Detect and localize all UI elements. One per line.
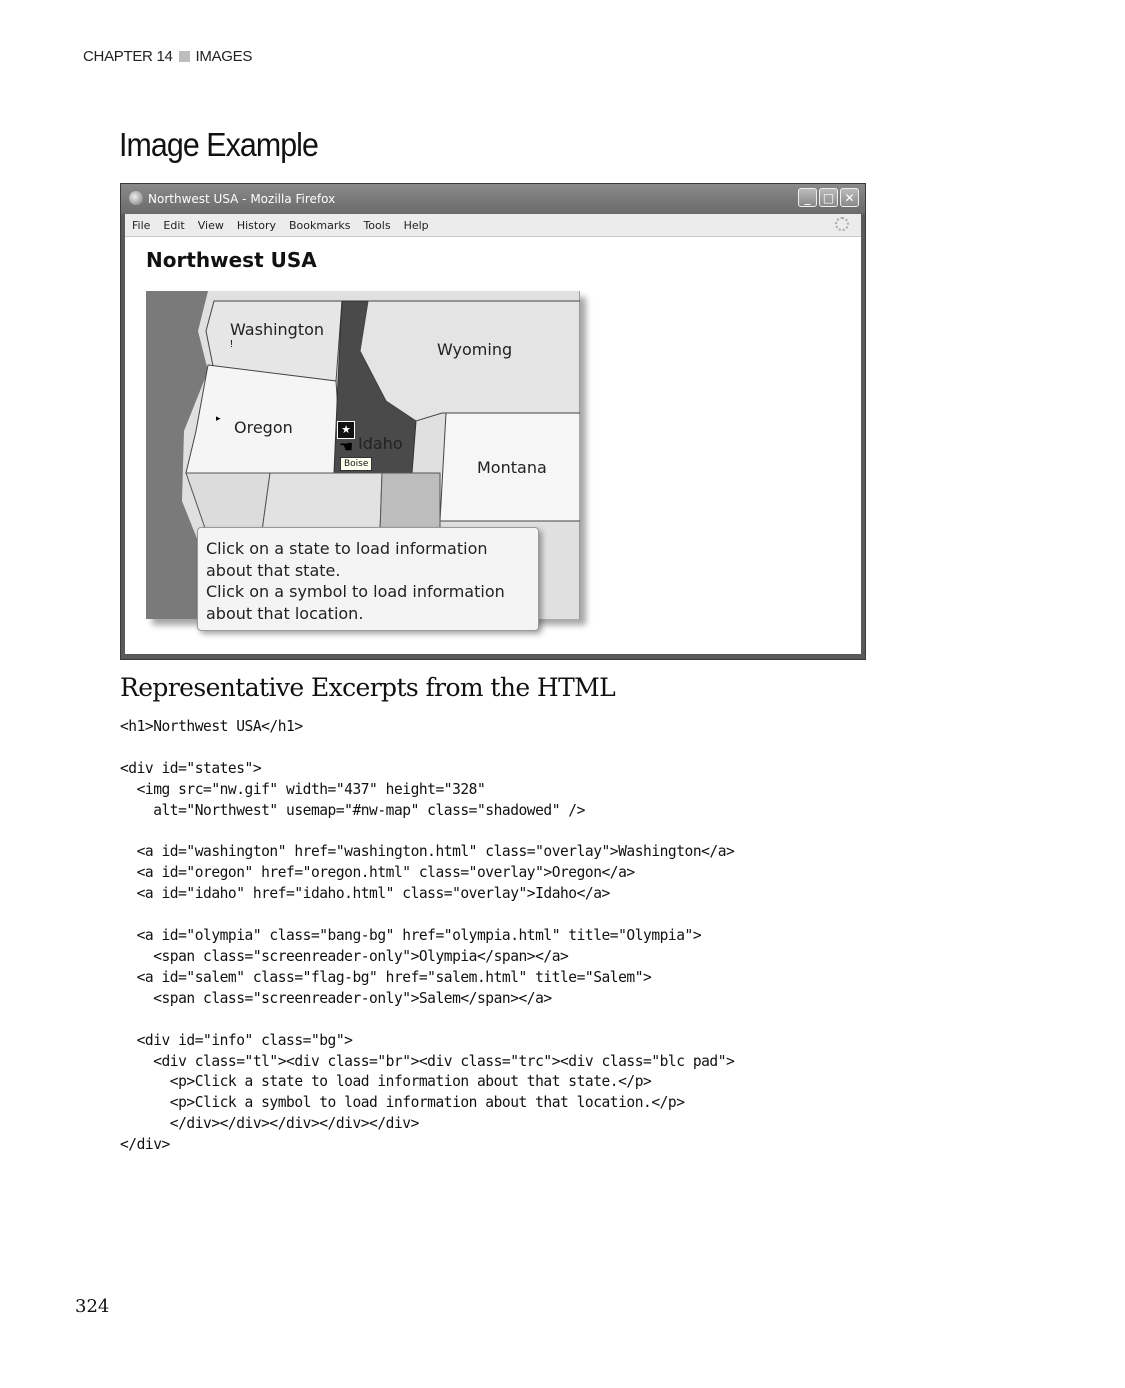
- bang-marker-icon[interactable]: !: [230, 339, 233, 350]
- firefox-icon: [129, 191, 143, 205]
- menu-history[interactable]: History: [236, 218, 276, 232]
- browser-viewport: [125, 237, 861, 654]
- menu-file[interactable]: File: [132, 218, 151, 232]
- tooltip: Boise: [340, 457, 372, 471]
- maximize-icon[interactable]: □: [819, 188, 838, 207]
- excerpts-heading: Representative Excerpts from the HTML: [120, 673, 616, 702]
- menu-edit[interactable]: Edit: [163, 218, 185, 232]
- minimize-icon[interactable]: _: [798, 188, 817, 207]
- window-titlebar: [121, 184, 865, 214]
- menu-bookmarks[interactable]: Bookmarks: [288, 218, 351, 232]
- code-listing: <h1>Northwest USA</h1> <div id="states"> <img src="nw.gif" width="437" height="328" alt="Northwest" usemap="#nw-map" class="shadowed" /> <a id="washington" href="washington.html" class="overlay">Washington</a> <a id="oregon" href="oregon.html" class="overlay">Oregon</a> <a id="idaho" href="idaho.html" class="overlay">Idaho</a> <a id="olympia" class="bang-bg" href="olympia.html" title="Olympia"> <span class="screenreader-only">Olympia</span></a> <a id="salem" class="flag-bg" href="salem.html" title="Salem"> <span class="screenreader-only">Salem</span></a> <div id="info" class="bg"> <div class="tl"><div class="br"><div class="trc"><div class="blc pad"> <p>Click a state to load information about that state.</p> <p>Click a symbol to load information about that location.</p> </div></div></div></div></div> </div>: [120, 717, 735, 1154]
- hand-cursor-icon: ☚: [339, 439, 354, 456]
- info-box: [197, 527, 539, 631]
- section-label: IMAGES: [195, 48, 253, 65]
- map-label-washington: Washington: [230, 320, 325, 339]
- square-icon: [179, 51, 190, 62]
- menu-view[interactable]: View: [197, 218, 224, 232]
- window-title: Northwest USA - Mozilla Firefox: [148, 192, 336, 206]
- menu-bar: [125, 214, 861, 237]
- map-label-wyoming: Wyoming: [437, 340, 513, 359]
- map-label-montana: Montana: [477, 458, 547, 477]
- menu-help[interactable]: Help: [403, 218, 429, 232]
- throbber-icon: [835, 217, 849, 231]
- page-heading: Northwest USA: [146, 248, 317, 272]
- map-label-idaho: Idaho: [358, 434, 403, 453]
- star-marker-icon[interactable]: ★: [337, 421, 355, 439]
- chapter-label: CHAPTER 14: [83, 48, 173, 65]
- browser-screenshot: [120, 183, 866, 660]
- page-number: 324: [75, 1296, 110, 1317]
- flag-marker-icon[interactable]: ▸: [216, 413, 221, 423]
- menu-tools[interactable]: Tools: [363, 218, 391, 232]
- map-label-oregon: Oregon: [234, 418, 293, 437]
- running-head: [83, 48, 252, 65]
- info-line: Click on a symbol to load information about that location.: [206, 582, 505, 623]
- section-title: Image Example: [119, 126, 318, 163]
- state-wyoming[interactable]: [360, 301, 580, 421]
- close-icon[interactable]: ✕: [840, 188, 859, 207]
- info-line: Click on a state to load information about that state.: [206, 539, 488, 580]
